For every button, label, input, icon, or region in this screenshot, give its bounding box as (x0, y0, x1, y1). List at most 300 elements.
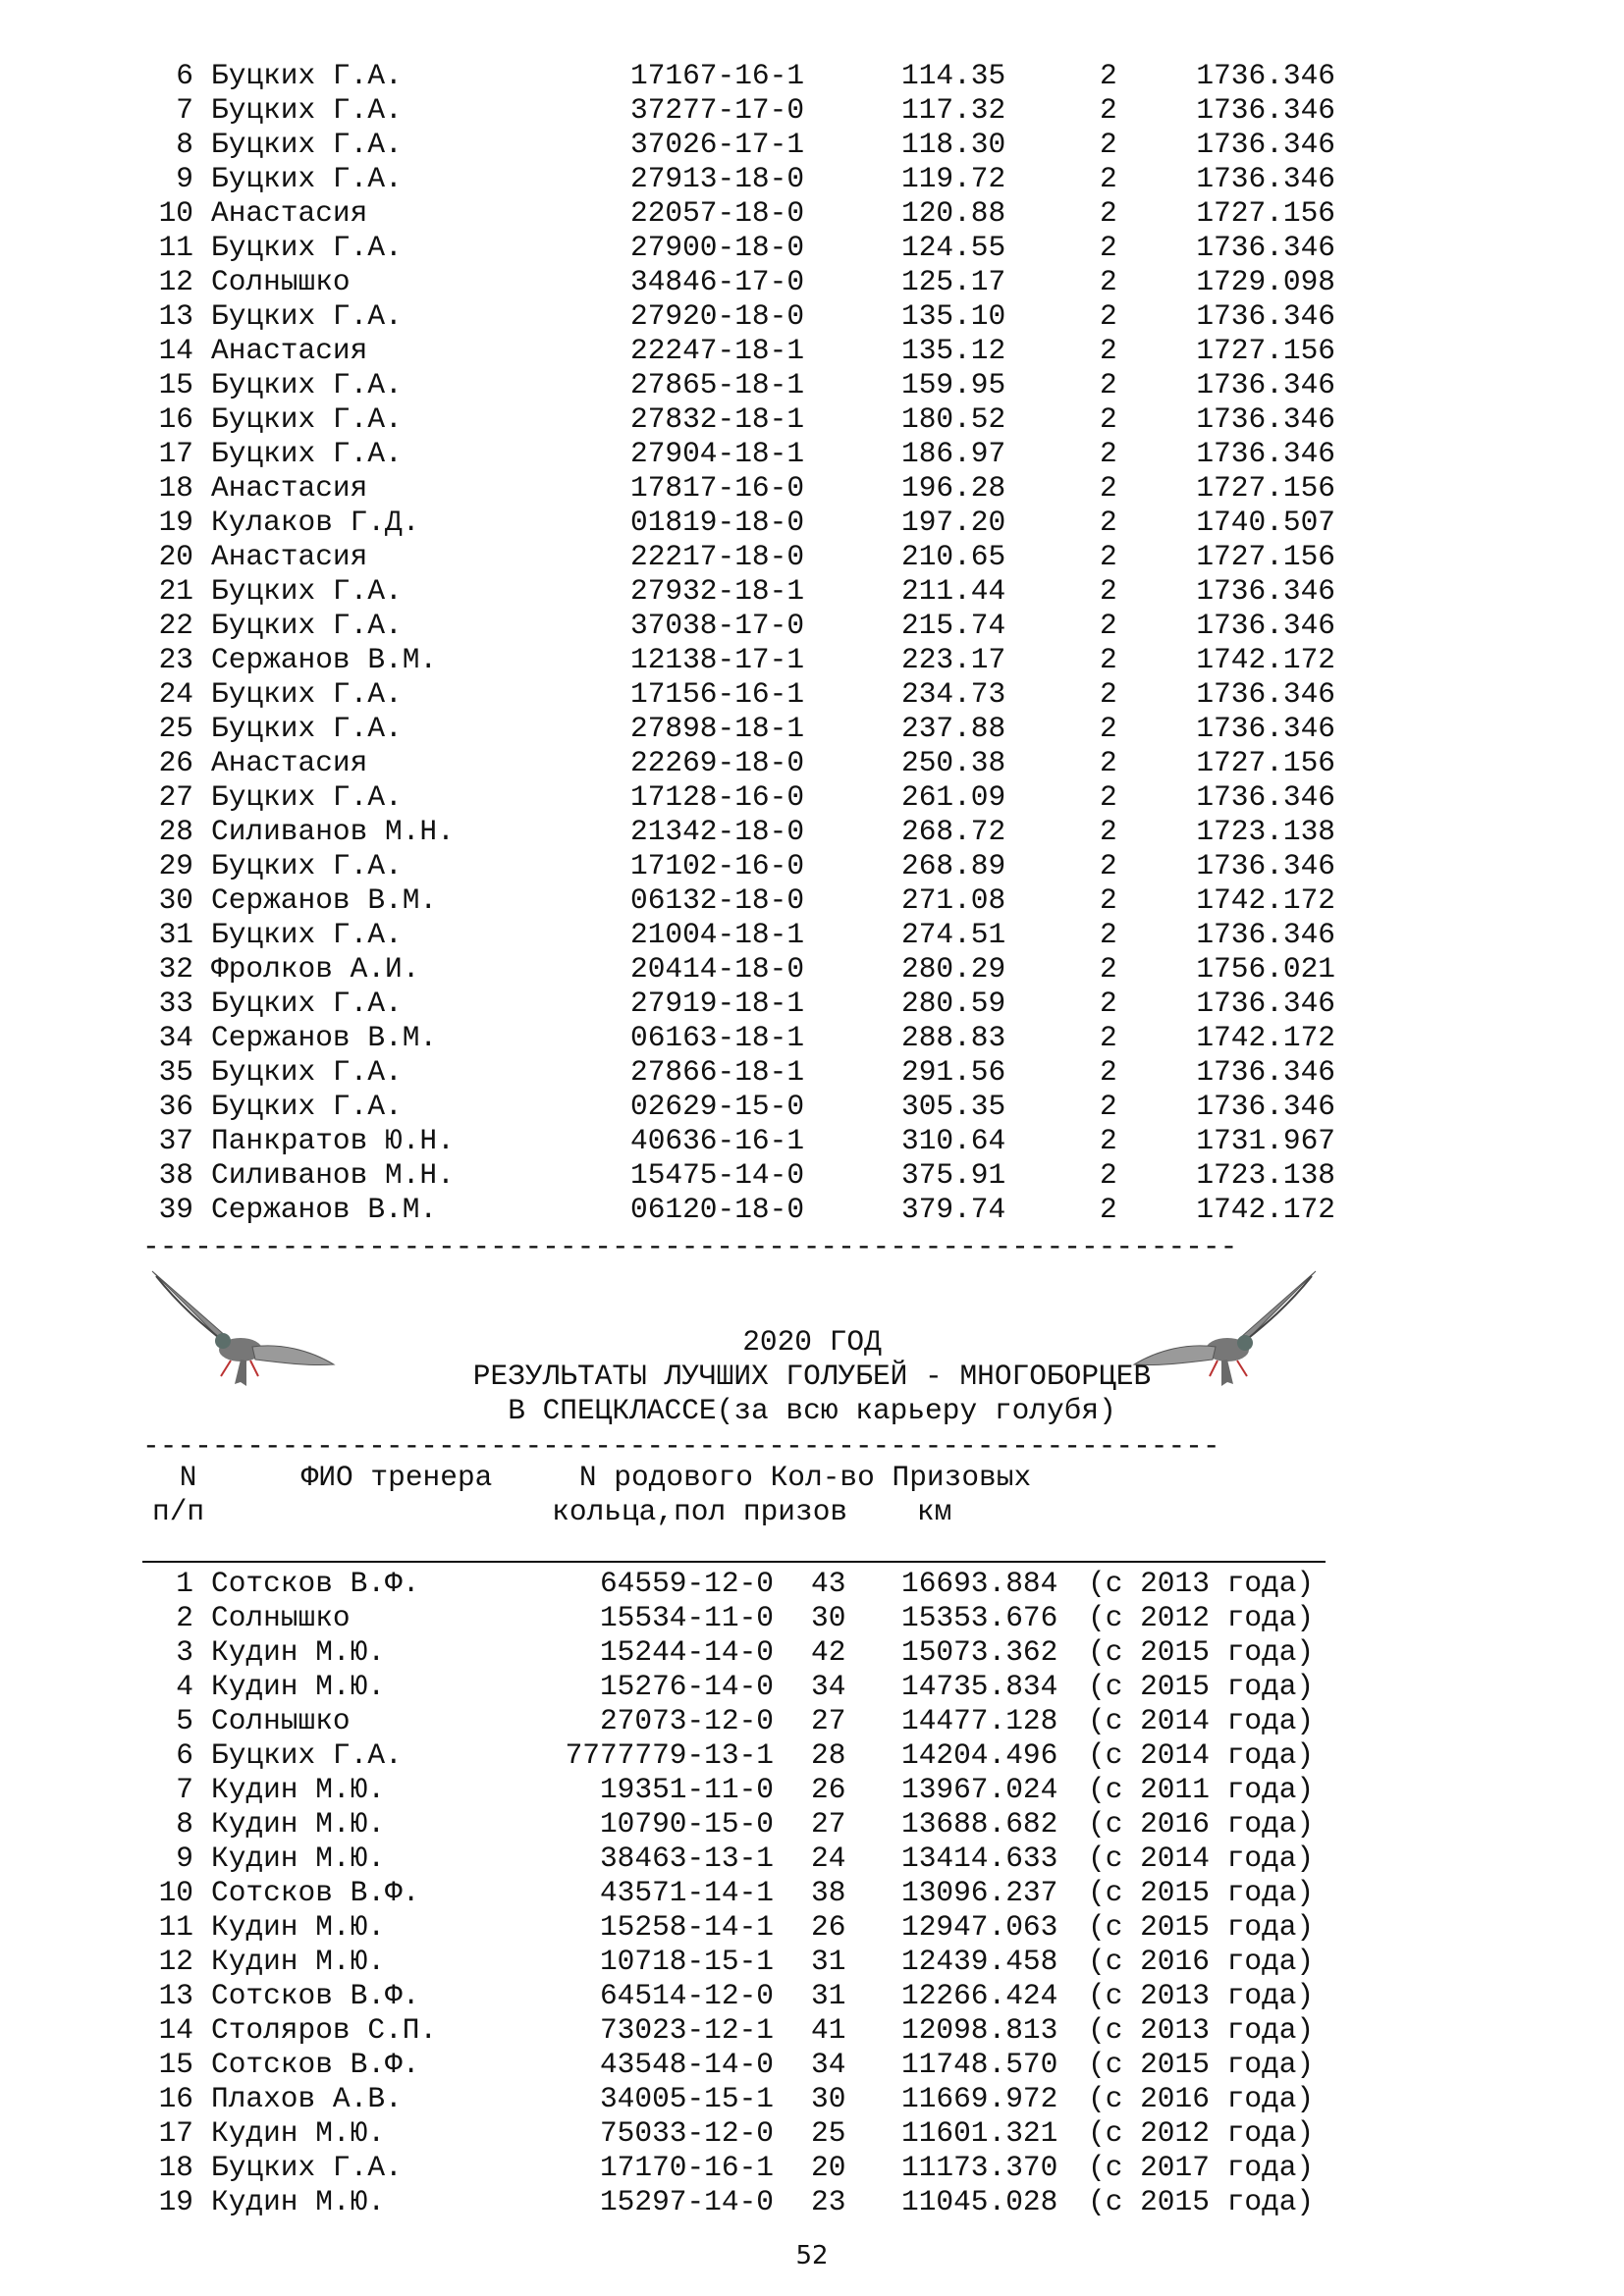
ring-number: 27913-18-0 (630, 162, 805, 195)
ring-number: 22247-18-1 (630, 334, 805, 367)
row-number: 16 (158, 402, 193, 436)
row-number: 12 (158, 265, 193, 298)
value: 280.29 (901, 952, 1006, 986)
prize-count: 2 (1100, 299, 1117, 333)
table-row (0, 2185, 1624, 2219)
distance: 1723.138 (1196, 1158, 1335, 1192)
distance: 1727.156 (1196, 334, 1335, 367)
prize-count: 2 (1100, 540, 1117, 573)
prize-km: 11601.321 (901, 2116, 1058, 2150)
ring-number: 27904-18-1 (630, 437, 805, 470)
prize-count: 2 (1100, 746, 1117, 779)
prize-count: 27 (811, 1807, 846, 1841)
distance: 1736.346 (1196, 402, 1335, 436)
prize-count: 31 (811, 1945, 846, 1978)
row-number: 11 (158, 231, 193, 264)
table-row (0, 815, 1624, 849)
ring-number: 27832-18-1 (630, 402, 805, 436)
prize-count: 41 (811, 2013, 846, 2047)
trainer-name: Буцких Г.А. (211, 849, 403, 882)
row-number: 13 (158, 1979, 193, 2012)
value: 114.35 (901, 59, 1006, 92)
since-year: (с 2013 года) (1088, 1567, 1315, 1600)
trainer-name: Силиванов М.Н. (211, 1158, 455, 1192)
value: 215.74 (901, 609, 1006, 642)
value: 210.65 (901, 540, 1006, 573)
ring-number: 40636-16-1 (630, 1124, 805, 1157)
since-year: (с 2012 года) (1088, 1601, 1315, 1634)
row-number: 22 (158, 609, 193, 642)
trainer-name: Буцких Г.А. (211, 299, 403, 333)
ring-number: 27919-18-1 (630, 987, 805, 1020)
trainer-name: Анастасия (211, 334, 368, 367)
distance: 1736.346 (1196, 987, 1335, 1020)
row-number: 17 (158, 437, 193, 470)
trainer-name: Буцких Г.А. (211, 437, 403, 470)
trainer-name: Кудин М.Ю. (211, 1945, 386, 1978)
ring-number: 17102-16-0 (630, 849, 805, 882)
ring-number: 27866-18-1 (630, 1055, 805, 1089)
row-number: 18 (158, 471, 193, 505)
trainer-name: Кудин М.Ю. (211, 1670, 386, 1703)
row-number: 7 (176, 93, 193, 127)
row-number: 15 (158, 2048, 193, 2081)
distance: 1736.346 (1196, 93, 1335, 127)
since-year: (с 2013 года) (1088, 2013, 1315, 2047)
trainer-name: Буцких Г.А. (211, 402, 403, 436)
table2-header-line2: п/п кольца,пол призов км (152, 1495, 952, 1528)
prize-count: 2 (1100, 643, 1117, 676)
value: 135.10 (901, 299, 1006, 333)
value: 271.08 (901, 883, 1006, 917)
table-row (0, 471, 1624, 506)
table-row (0, 540, 1624, 574)
table-row (0, 2048, 1624, 2082)
prize-km: 12439.458 (901, 1945, 1058, 1978)
ring-number: 27920-18-0 (630, 299, 805, 333)
table-row (0, 2013, 1624, 2048)
ring-number: 19351-11-0 (599, 1773, 774, 1806)
prize-count: 2 (1100, 883, 1117, 917)
distance: 1736.346 (1196, 609, 1335, 642)
table-row (0, 1842, 1624, 1876)
table-row (0, 712, 1624, 746)
distance: 1742.172 (1196, 883, 1335, 917)
distance: 1736.346 (1196, 849, 1335, 882)
table-row (0, 1055, 1624, 1090)
since-year: (с 2015 года) (1088, 1670, 1315, 1703)
trainer-name: Кудин М.Ю. (211, 1635, 386, 1669)
trainer-name: Плахов А.В. (211, 2082, 403, 2115)
value: 310.64 (901, 1124, 1006, 1157)
prize-count: 28 (811, 1738, 846, 1772)
trainer-name: Солнышко (211, 1704, 351, 1737)
trainer-name: Анастасия (211, 196, 368, 230)
ring-number: 43571-14-1 (599, 1876, 774, 1909)
value: 135.12 (901, 334, 1006, 367)
trainer-name: Панкратов Ю.Н. (211, 1124, 455, 1157)
section-subtitle: В СПЕЦКЛАССЕ(за всю карьеру голубя) (508, 1394, 1116, 1427)
value: 234.73 (901, 677, 1006, 711)
table2-header-line1: N ФИО тренера N родового Кол-во Призовых (162, 1461, 1032, 1494)
table-row (0, 402, 1624, 437)
prize-count: 23 (811, 2185, 846, 2218)
since-year: (с 2012 года) (1088, 2116, 1315, 2150)
value: 197.20 (901, 506, 1006, 539)
ring-number: 17156-16-1 (630, 677, 805, 711)
distance: 1731.967 (1196, 1124, 1335, 1157)
table-row (0, 1090, 1624, 1124)
ring-number: 37026-17-1 (630, 128, 805, 161)
section-title: РЕЗУЛЬТАТЫ ЛУЧШИХ ГОЛУБЕЙ - МНОГОБОРЦЕВ (472, 1360, 1152, 1393)
row-number: 20 (158, 540, 193, 573)
ring-number: 64559-12-0 (599, 1567, 774, 1600)
row-number: 24 (158, 677, 193, 711)
trainer-name: Буцких Г.А. (211, 231, 403, 264)
trainer-name: Буцких Г.А. (211, 1738, 403, 1772)
ring-number: 27898-18-1 (630, 712, 805, 745)
trainer-name: Кудин М.Ю. (211, 1910, 386, 1944)
prize-count: 38 (811, 1876, 846, 1909)
value: 117.32 (901, 93, 1006, 127)
value: 120.88 (901, 196, 1006, 230)
prize-count: 2 (1100, 677, 1117, 711)
trainer-name: Буцких Г.А. (211, 162, 403, 195)
distance: 1736.346 (1196, 59, 1335, 92)
prize-count: 2 (1100, 265, 1117, 298)
ring-number: 27932-18-1 (630, 574, 805, 608)
ring-number: 27073-12-0 (599, 1704, 774, 1737)
table-row (0, 1635, 1624, 1670)
row-number: 4 (176, 1670, 193, 1703)
since-year: (с 2014 года) (1088, 1842, 1315, 1875)
ring-number: 20414-18-0 (630, 952, 805, 986)
trainer-name: Сотсков В.Ф. (211, 1979, 420, 2012)
trainer-name: Сотсков В.Ф. (211, 1876, 420, 1909)
table-row (0, 1021, 1624, 1055)
table-row (0, 1876, 1624, 1910)
table-row (0, 918, 1624, 952)
trainer-name: Анастасия (211, 540, 368, 573)
value: 375.91 (901, 1158, 1006, 1192)
ring-number: 37038-17-0 (630, 609, 805, 642)
prize-count: 2 (1100, 849, 1117, 882)
value: 223.17 (901, 643, 1006, 676)
prize-count: 2 (1100, 162, 1117, 195)
since-year: (с 2016 года) (1088, 2082, 1315, 2115)
prize-count: 2 (1100, 1021, 1117, 1054)
ring-number: 22269-18-0 (630, 746, 805, 779)
table-row (0, 1945, 1624, 1979)
prize-count: 26 (811, 1910, 846, 1944)
row-number: 2 (176, 1601, 193, 1634)
prize-km: 16693.884 (901, 1567, 1058, 1600)
value: 119.72 (901, 162, 1006, 195)
table-row (0, 746, 1624, 780)
row-number: 31 (158, 918, 193, 951)
distance: 1742.172 (1196, 1193, 1335, 1226)
prize-km: 13414.633 (901, 1842, 1058, 1875)
ring-number: 15534-11-0 (599, 1601, 774, 1634)
prize-count: 2 (1100, 1090, 1117, 1123)
row-number: 17 (158, 2116, 193, 2150)
row-number: 13 (158, 299, 193, 333)
table-row (0, 574, 1624, 609)
trainer-name: Кудин М.Ю. (211, 2185, 386, 2218)
row-number: 14 (158, 2013, 193, 2047)
table-row (0, 987, 1624, 1021)
table-row (0, 93, 1624, 128)
prize-km: 11669.972 (901, 2082, 1058, 2115)
prize-km: 14735.834 (901, 1670, 1058, 1703)
value: 280.59 (901, 987, 1006, 1020)
trainer-name: Сержанов В.М. (211, 1021, 438, 1054)
row-number: 6 (176, 59, 193, 92)
value: 118.30 (901, 128, 1006, 161)
table-row (0, 1979, 1624, 2013)
prize-count: 42 (811, 1635, 846, 1669)
ring-number: 10790-15-0 (599, 1807, 774, 1841)
distance: 1742.172 (1196, 643, 1335, 676)
ring-number: 15475-14-0 (630, 1158, 805, 1192)
ring-number: 73023-12-1 (599, 2013, 774, 2047)
since-year: (с 2016 года) (1088, 1807, 1315, 1841)
row-number: 33 (158, 987, 193, 1020)
header-underline (142, 1561, 1326, 1563)
ring-number: 17817-16-0 (630, 471, 805, 505)
row-number: 6 (176, 1738, 193, 1772)
trainer-name: Кудин М.Ю. (211, 1773, 386, 1806)
since-year: (с 2014 года) (1088, 1738, 1315, 1772)
ring-number: 38463-13-1 (599, 1842, 774, 1875)
prize-count: 2 (1100, 1158, 1117, 1192)
prize-km: 12098.813 (901, 2013, 1058, 2047)
distance: 1736.346 (1196, 162, 1335, 195)
row-number: 34 (158, 1021, 193, 1054)
table-row (0, 334, 1624, 368)
prize-count: 24 (811, 1842, 846, 1875)
trainer-name: Сержанов В.М. (211, 1193, 438, 1226)
ring-number: 21342-18-0 (630, 815, 805, 848)
prize-count: 2 (1100, 1193, 1117, 1226)
prize-km: 14477.128 (901, 1704, 1058, 1737)
distance: 1736.346 (1196, 299, 1335, 333)
trainer-name: Буцких Г.А. (211, 780, 403, 814)
table-row (0, 1124, 1624, 1158)
value: 124.55 (901, 231, 1006, 264)
distance: 1727.156 (1196, 471, 1335, 505)
prize-count: 2 (1100, 437, 1117, 470)
prize-count: 2 (1100, 815, 1117, 848)
value: 379.74 (901, 1193, 1006, 1226)
value: 288.83 (901, 1021, 1006, 1054)
ring-number: 27865-18-1 (630, 368, 805, 401)
row-number: 18 (158, 2151, 193, 2184)
prize-count: 2 (1100, 368, 1117, 401)
prize-count: 2 (1100, 334, 1117, 367)
trainer-name: Кудин М.Ю. (211, 1842, 386, 1875)
row-number: 39 (158, 1193, 193, 1226)
value: 291.56 (901, 1055, 1006, 1089)
ring-number: 34005-15-1 (599, 2082, 774, 2115)
prize-km: 11173.370 (901, 2151, 1058, 2184)
row-number: 9 (176, 162, 193, 195)
distance: 1742.172 (1196, 1021, 1335, 1054)
row-number: 38 (158, 1158, 193, 1192)
value: 180.52 (901, 402, 1006, 436)
prize-km: 14204.496 (901, 1738, 1058, 1772)
prize-count: 34 (811, 1670, 846, 1703)
prize-km: 13096.237 (901, 1876, 1058, 1909)
table-row (0, 162, 1624, 196)
distance: 1727.156 (1196, 540, 1335, 573)
trainer-name: Буцких Г.А. (211, 574, 403, 608)
distance: 1736.346 (1196, 231, 1335, 264)
prize-count: 2 (1100, 987, 1117, 1020)
row-number: 7 (176, 1773, 193, 1806)
prize-count: 2 (1100, 1055, 1117, 1089)
prize-count: 43 (811, 1567, 846, 1600)
table-row (0, 1193, 1624, 1227)
row-number: 26 (158, 746, 193, 779)
table-row (0, 883, 1624, 918)
table-row (0, 1910, 1624, 1945)
section-year: 2020 ГОД (742, 1325, 882, 1359)
trainer-name: Буцких Г.А. (211, 1055, 403, 1089)
row-number: 12 (158, 1945, 193, 1978)
row-number: 14 (158, 334, 193, 367)
ring-number: 10718-15-1 (599, 1945, 774, 1978)
ring-number: 17167-16-1 (630, 59, 805, 92)
since-year: (с 2015 года) (1088, 2185, 1315, 2218)
row-number: 8 (176, 128, 193, 161)
distance: 1736.346 (1196, 1090, 1335, 1123)
distance: 1736.346 (1196, 574, 1335, 608)
prize-count: 2 (1100, 59, 1117, 92)
table-row (0, 609, 1624, 643)
distance: 1736.346 (1196, 712, 1335, 745)
prize-count: 2 (1100, 402, 1117, 436)
trainer-name: Буцких Г.А. (211, 987, 403, 1020)
trainer-name: Фролков А.И. (211, 952, 420, 986)
ring-number: 22057-18-0 (630, 196, 805, 230)
row-number: 8 (176, 1807, 193, 1841)
table-row (0, 2116, 1624, 2151)
row-number: 19 (158, 506, 193, 539)
table-row (0, 849, 1624, 883)
distance: 1736.346 (1196, 128, 1335, 161)
trainer-name: Буцких Г.А. (211, 2151, 403, 2184)
table-row (0, 196, 1624, 231)
value: 211.44 (901, 574, 1006, 608)
distance: 1736.346 (1196, 677, 1335, 711)
value: 268.89 (901, 849, 1006, 882)
table-row (0, 2082, 1624, 2116)
page-number: 52 (795, 2241, 829, 2270)
distance: 1727.156 (1196, 196, 1335, 230)
ring-number: 34846-17-0 (630, 265, 805, 298)
prize-count: 30 (811, 2082, 846, 2115)
table-row (0, 1567, 1624, 1601)
row-number: 23 (158, 643, 193, 676)
table-row (0, 643, 1624, 677)
ring-number: 12138-17-1 (630, 643, 805, 676)
trainer-name: Силиванов М.Н. (211, 815, 455, 848)
row-number: 10 (158, 1876, 193, 1909)
ring-number: 06120-18-0 (630, 1193, 805, 1226)
prize-count: 27 (811, 1704, 846, 1737)
distance: 1729.098 (1196, 265, 1335, 298)
ring-number: 01819-18-0 (630, 506, 805, 539)
trainer-name: Буцких Г.А. (211, 677, 403, 711)
row-number: 30 (158, 883, 193, 917)
row-number: 16 (158, 2082, 193, 2115)
row-number: 21 (158, 574, 193, 608)
row-number: 9 (176, 1842, 193, 1875)
row-number: 29 (158, 849, 193, 882)
ring-number: 15258-14-1 (599, 1910, 774, 1944)
prize-count: 26 (811, 1773, 846, 1806)
value: 159.95 (901, 368, 1006, 401)
trainer-name: Буцких Г.А. (211, 1090, 403, 1123)
row-number: 3 (176, 1635, 193, 1669)
prize-count: 34 (811, 2048, 846, 2081)
ring-number: 43548-14-0 (599, 2048, 774, 2081)
trainer-name: Буцких Г.А. (211, 609, 403, 642)
table-row (0, 437, 1624, 471)
ring-number: 06132-18-0 (630, 883, 805, 917)
ring-number: 7777779-13-1 (565, 1738, 774, 1772)
distance: 1736.346 (1196, 1055, 1335, 1089)
distance: 1736.346 (1196, 437, 1335, 470)
since-year: (с 2011 года) (1088, 1773, 1315, 1806)
row-number: 36 (158, 1090, 193, 1123)
trainer-name: Солнышко (211, 1601, 351, 1634)
prize-count: 2 (1100, 196, 1117, 230)
table-row (0, 952, 1624, 987)
value: 268.72 (901, 815, 1006, 848)
since-year: (с 2015 года) (1088, 2048, 1315, 2081)
table-row (0, 506, 1624, 540)
separator-line: --------------------------------------------------------------- (142, 1237, 1238, 1256)
trainer-name: Буцких Г.А. (211, 59, 403, 92)
value: 186.97 (901, 437, 1006, 470)
value: 196.28 (901, 471, 1006, 505)
trainer-name: Сотсков В.Ф. (211, 1567, 420, 1600)
ring-number: 06163-18-1 (630, 1021, 805, 1054)
row-number: 27 (158, 780, 193, 814)
since-year: (с 2015 года) (1088, 1910, 1315, 1944)
trainer-name: Сержанов В.М. (211, 643, 438, 676)
table-row (0, 2151, 1624, 2185)
trainer-name: Кудин М.Ю. (211, 2116, 386, 2150)
table-row (0, 1670, 1624, 1704)
table-row (0, 1738, 1624, 1773)
ring-number: 22217-18-0 (630, 540, 805, 573)
prize-km: 12266.424 (901, 1979, 1058, 2012)
ring-number: 75033-12-0 (599, 2116, 774, 2150)
since-year: (с 2013 года) (1088, 1979, 1315, 2012)
table-row (0, 1807, 1624, 1842)
prize-count: 2 (1100, 128, 1117, 161)
trainer-name: Солнышко (211, 265, 351, 298)
row-number: 28 (158, 815, 193, 848)
ring-number: 15244-14-0 (599, 1635, 774, 1669)
distance: 1736.346 (1196, 368, 1335, 401)
table-row (0, 231, 1624, 265)
row-number: 19 (158, 2185, 193, 2218)
prize-km: 15073.362 (901, 1635, 1058, 1669)
